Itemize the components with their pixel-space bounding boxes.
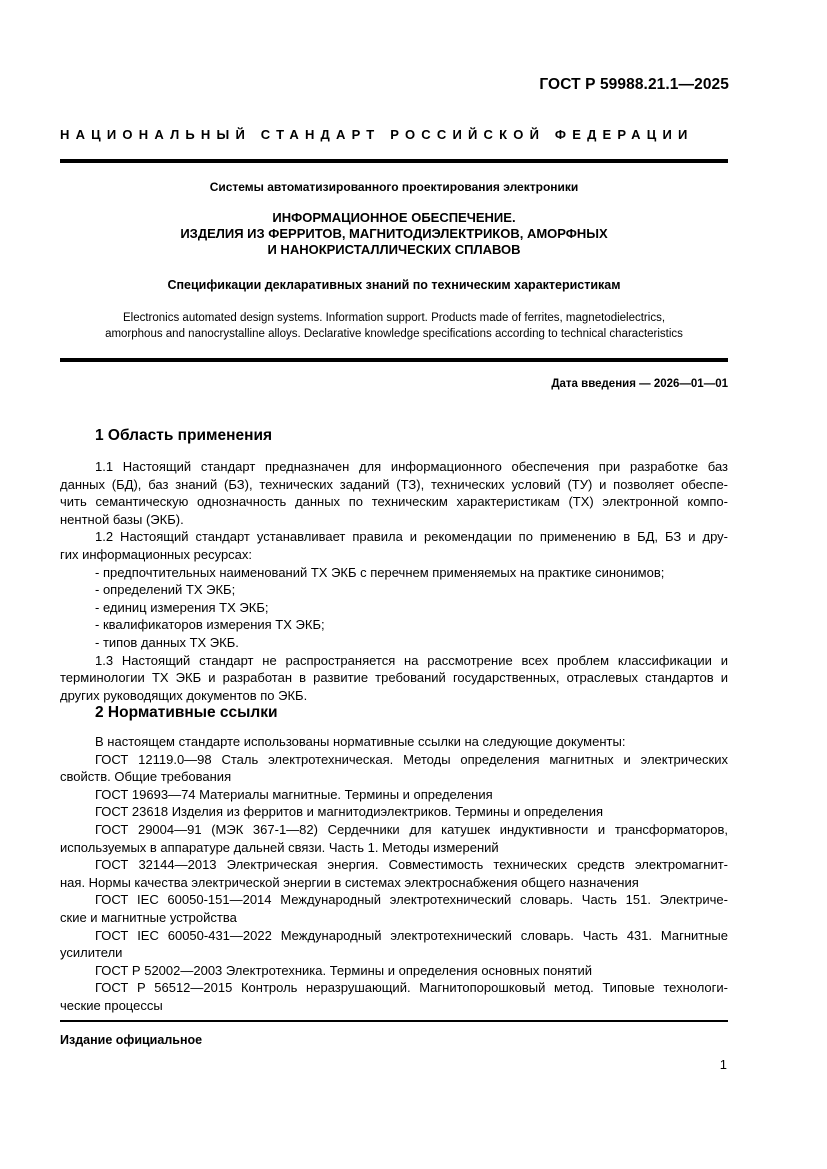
- main-title-line: И НАНОКРИСТАЛЛИЧЕСКИХ СПЛАВОВ: [267, 242, 521, 257]
- paragraph-line: терминологии ТХ ЭКБ и разработан в развитие требований государственных, отраслевых стандартов и: [60, 670, 728, 686]
- reference-line: ГОСТ 19693—74 Материалы магнитные. Термины и определения: [95, 786, 493, 802]
- reference-line: усилители: [60, 945, 123, 961]
- reference-line: ческие процессы: [60, 997, 163, 1013]
- main-title-line: ИНФОРМАЦИОННОЕ ОБЕСПЕЧЕНИЕ.: [272, 210, 516, 225]
- list-item: - квалификаторов измерения ТХ ЭКБ;: [95, 617, 325, 633]
- english-title-line: Electronics automated design systems. Information support. Products made of ferrites, magnetodielectrics,: [122, 312, 666, 324]
- reference-line: используемых в аппаратуре дальней связи. Часть 1. Методы измерений: [60, 839, 499, 855]
- reference-line: свойств. Общие требования: [60, 769, 232, 785]
- reference-line: ГОСТ Р 56512—2015 Контроль неразрушающий. Магнитопорошковый метод. Типовые технологи-: [95, 980, 728, 996]
- list-item: - определений ТХ ЭКБ;: [95, 582, 236, 598]
- reference-line: ГОСТ 12119.0—98 Сталь электротехническая. Методы определения магнитных и электрических: [95, 751, 728, 767]
- paragraph-line: чить семантическую однозначность данных по техническим характеристикам (ТХ) электронной компо-: [60, 494, 728, 510]
- paragraph-line: данных (БД), баз знаний (БЗ), технических заданий (ТЗ), технических условий (ТУ) и позволяет обеспе-: [60, 476, 728, 492]
- reference-line: ские и магнитные устройства: [60, 909, 237, 925]
- list-item: - типов данных ТХ ЭКБ.: [95, 634, 239, 650]
- reference-line: ГОСТ Р 52002—2003 Электротехника. Термины и определения основных понятий: [95, 962, 592, 978]
- reference-line: ГОСТ 29004—91 (МЭК 367-1—82) Сердечники для катушек индуктивности и трансформаторов,: [95, 821, 728, 837]
- paragraph-line: гих информационных ресурсах:: [60, 546, 253, 562]
- english-title: [60, 310, 728, 342]
- official-edition-label: Издание официальное: [60, 1033, 203, 1047]
- subtitle: Спецификации декларативных знаний по техническим характеристикам: [167, 278, 621, 292]
- reference-line: ГОСТ 23618 Изделия из ферритов и магнитодиэлектриков. Термины и определения: [95, 804, 604, 820]
- paragraph-line: других руководящих документов по ЭКБ.: [60, 687, 308, 703]
- paragraph-line: 1.2 Настоящий стандарт устанавливает правила и рекомендации по применению в БД, БЗ и дру-: [95, 529, 728, 545]
- national-standard-title: НАЦИОНАЛЬНЫЙ СТАНДАРТ РОССИЙСКОЙ ФЕДЕРАЦИИ: [60, 127, 694, 142]
- section-2-heading: 2 Нормативные ссылки: [95, 704, 278, 721]
- paragraph-line: 1.1 Настоящий стандарт предназначен для информационного обеспечения при разработке баз: [95, 459, 728, 474]
- section-1-heading: 1 Область применения: [95, 427, 273, 444]
- list-item: - единиц измерения ТХ ЭКБ;: [95, 599, 269, 615]
- list-item: - предпочтительных наименований ТХ ЭКБ с перечнем применяемых на практике синонимов;: [95, 564, 665, 580]
- reference-line: ГОСТ 32144—2013 Электрическая энергия. Совместимость технических средств электромагнит-: [95, 857, 728, 873]
- reference-line: ГОСТ IEC 60050-431—2022 Международный электротехнический словарь. Часть 431. Магнитные: [95, 927, 728, 943]
- title-rule: [60, 358, 728, 362]
- intro-date: Дата введения — 2026—01—01: [551, 378, 728, 390]
- reference-line: ная. Нормы качества электрической энергии в системах электроснабжения общего назначения: [60, 874, 639, 890]
- header-rule: [60, 159, 728, 163]
- series-title: Системы автоматизированного проектирования электроники: [209, 180, 579, 194]
- section-1-body: [60, 458, 728, 704]
- page-number: 1: [719, 1057, 727, 1072]
- paragraph-line: 1.3 Настоящий стандарт не распространяется на рассмотрение всех проблем классификации и: [95, 652, 728, 668]
- standard-number: ГОСТ Р 59988.21.1—2025: [539, 76, 729, 93]
- paragraph-line: нентной базы (ЭКБ).: [60, 511, 184, 527]
- footer-rule: [60, 1020, 728, 1022]
- section-2-body: [60, 733, 728, 1015]
- main-title: [60, 210, 728, 258]
- reference-line: ГОСТ IEC 60050-151—2014 Международный электротехнический словарь. Часть 151. Электриче-: [95, 892, 728, 908]
- english-title-line: amorphous and nanocrystalline alloys. Declarative knowledge specifications according to technical characteristics: [105, 328, 683, 340]
- main-title-line: ИЗДЕЛИЯ ИЗ ФЕРРИТОВ, МАГНИТОДИЭЛЕКТРИКОВ, АМОРФНЫХ: [180, 226, 608, 241]
- paragraph-line: В настоящем стандарте использованы нормативные ссылки на следующие документы:: [95, 734, 626, 749]
